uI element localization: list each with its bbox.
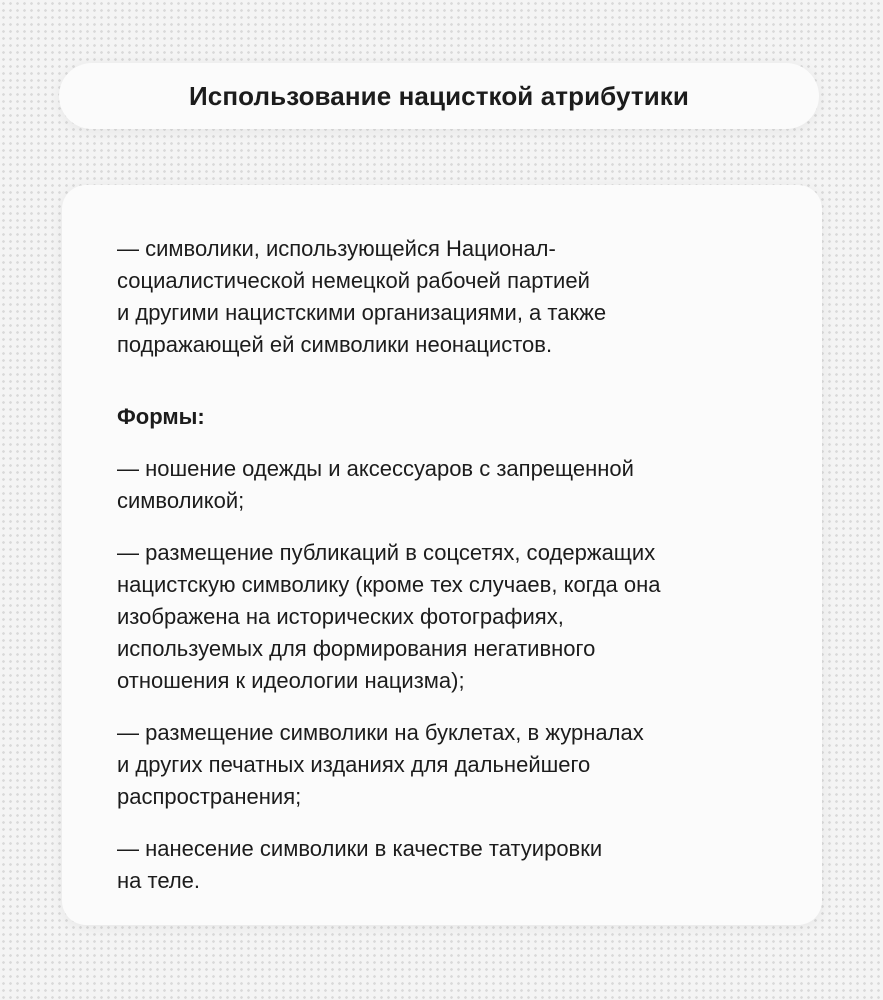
form-item-clothing: — ношение одежды и аксессуаров с запрещенной символикой; [117,456,634,513]
title-card [59,63,819,129]
forms-heading: Формы: [117,404,205,429]
form-item-print: — размещение символики на буклетах, в журналах и других печатных изданиях для дальнейшего распространения; [117,720,644,809]
content-card [62,185,822,925]
intro-paragraph: — символики, использующейся Национал- социалистической немецкой рабочей партией и другими нацистскими организациями, а также подражающей ей символики неонацистов. [117,236,607,357]
form-item-tattoo: — нанесение символики в качестве татуировки на теле. [117,836,603,893]
page-title: Использование нацисткой атрибутики [189,80,689,111]
form-item-social-media: — размещение публикаций в соцсетях, содержащих нацистскую символику (кроме тех случаев, когда она изображена на исторических фотографиях, используемых для формирования негативного отношения к идеологии нацизма); [117,540,661,693]
